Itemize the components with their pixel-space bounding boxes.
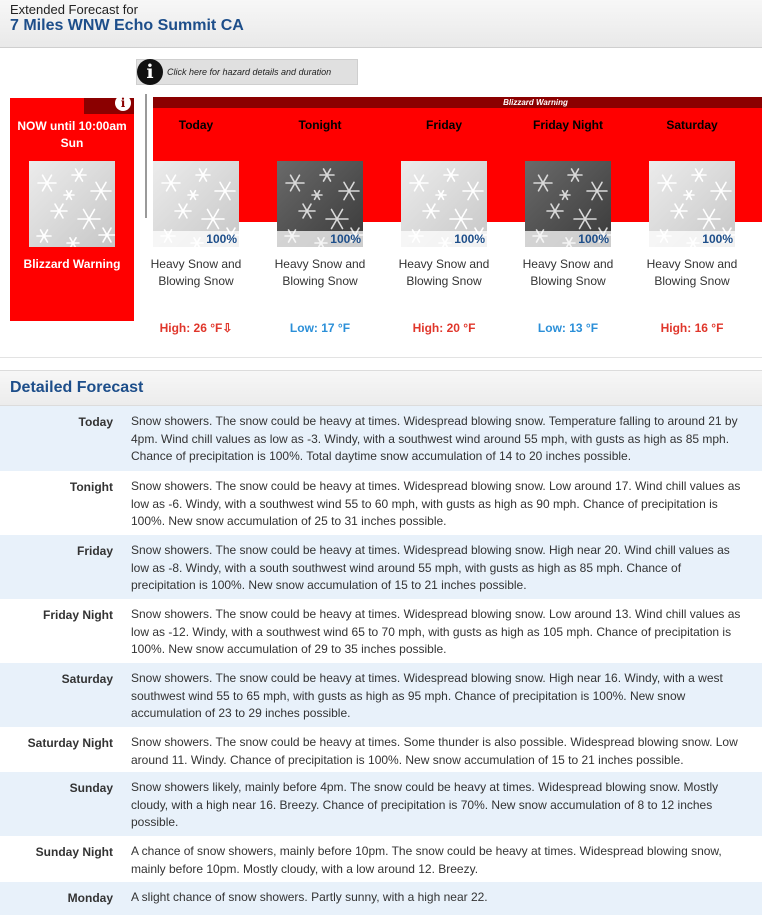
period-temperature: High: 20 °F <box>412 321 476 335</box>
detailed-forecast-row <box>0 535 762 599</box>
snow-icon <box>29 161 115 247</box>
row-period-label: Friday <box>76 544 113 558</box>
period-short-forecast: Heavy Snow and Blowing Snow <box>522 257 614 288</box>
row-period-label: Friday Night <box>42 608 113 622</box>
row-period-label: Tonight <box>69 480 113 494</box>
precip-chance: 100% <box>277 231 363 247</box>
row-forecast-text: Snow showers. The snow could be heavy at times. Some thunder is also possible. Widespread blowing snow. Low around 11. Windy. Chance of precipitation is 100%. New snow accumulation of 15 to 21 inches possible. <box>131 735 738 767</box>
precip-chance: 100% <box>649 231 735 247</box>
period-temperature: Low: 13 °F <box>537 321 599 335</box>
detailed-forecast-row <box>0 599 762 663</box>
period-temperature: High: 16 °F <box>660 321 724 335</box>
row-forecast-text: Snow showers likely, mainly before 4pm. The snow could be heavy at times. Widespread blowing snow. Mostly cloudy, with a high near 16. Breezy. Chance of precipitation is 70%. New snow accumulation of 8 to 12 inches possible. <box>131 780 719 829</box>
precip-chance: 100% <box>401 231 487 247</box>
forecast-period[interactable] <box>150 97 277 347</box>
row-forecast-text: Snow showers. The snow could be heavy at times. Widespread blowing snow. Temperature falling to around 21 by 4pm. Wind chill values as low as -3. Windy, with a southwest wind around 55 mph, with gusts as high as 85 mph. Chance of precipitation is 100%. Total daytime snow accumulation of 14 to 20 inches possible. <box>131 414 738 463</box>
precip-chance: 100% <box>153 231 239 247</box>
forecast-period[interactable] <box>646 97 762 347</box>
detailed-forecast-row <box>0 882 762 915</box>
detailed-forecast-row <box>0 471 762 535</box>
row-period-label: Saturday <box>61 672 113 686</box>
row-period-label: Saturday Night <box>27 736 113 750</box>
detailed-forecast-title: Detailed Forecast <box>10 379 144 396</box>
precip-chance: 100% <box>525 231 611 247</box>
now-info-icon[interactable]: i <box>115 95 131 111</box>
hazard-link-text: Click here for hazard details and duration <box>167 67 332 77</box>
info-icon: i <box>137 59 163 85</box>
detailed-forecast-row <box>0 663 762 727</box>
now-title: NOW until 10:00am Sun <box>17 119 127 150</box>
row-period-label: Today <box>78 415 113 429</box>
period-short-forecast: Heavy Snow and Blowing Snow <box>646 257 738 288</box>
period-temperature: Low: 17 °F <box>289 321 351 335</box>
forecast-header <box>0 0 762 48</box>
header-subtitle: Extended Forecast for <box>10 2 138 17</box>
row-period-label: Sunday Night <box>35 845 113 859</box>
location-title: 7 Miles WNW Echo Summit CA <box>10 17 244 34</box>
period-short-forecast: Heavy Snow and Blowing Snow <box>150 257 242 288</box>
period-short-forecast: Heavy Snow and Blowing Snow <box>274 257 366 288</box>
warning-banner-text: Blizzard Warning <box>503 98 568 107</box>
row-forecast-text: A chance of snow showers, mainly before 10pm. The snow could be heavy at times. Widespread blowing snow, mainly before 10pm. Mostly cloudy, with a low around 12. Breezy. <box>131 844 722 876</box>
row-period-label: Monday <box>67 891 113 905</box>
period-name: Friday <box>425 118 462 132</box>
row-forecast-text: Snow showers. The snow could be heavy at times. Widespread blowing snow. Low around 17. Wind chill values as low as -6. Windy, with a southwest wind 55 to 60 mph, with gusts as high as 90 mph. Chance of precipitation is 100%. New snow accumulation of 25 to 31 inches possible. <box>131 479 741 528</box>
period-name: Friday Night <box>532 118 603 132</box>
detailed-forecast-header <box>0 370 762 406</box>
now-warning-label: Blizzard Warning <box>23 257 121 271</box>
hazard-details-link[interactable] <box>136 59 358 85</box>
row-period-label: Sunday <box>69 781 113 795</box>
row-forecast-text: Snow showers. The snow could be heavy at times. Widespread blowing snow. High near 16. Windy, with a west southwest wind 55 to 65 mph, with gusts as high as 95 mph. Chance of precipitation is 100%. New snow accumulation of 23 to 29 inches possible. <box>131 671 723 720</box>
forecast-period[interactable] <box>522 97 649 347</box>
forecast-period[interactable] <box>274 97 401 347</box>
row-forecast-text: Snow showers. The snow could be heavy at times. Widespread blowing snow. High near 20. Wind chill values as low as -8. Windy, with a south southwest wind around 55 mph, with gusts as high as 85 mph. Chance of precipitation is 100%. New snow accumulation of 15 to 21 inches possible. <box>131 543 730 592</box>
period-name: Tonight <box>298 118 342 132</box>
row-forecast-text: A slight chance of snow showers. Partly sunny, with a high near 22. <box>131 890 488 904</box>
detailed-forecast-row <box>0 727 762 772</box>
forecast-period[interactable] <box>398 97 525 347</box>
period-temperature: High: 26 °F⇩ <box>159 321 233 335</box>
detailed-forecast-row <box>0 406 762 471</box>
period-name: Today <box>178 118 214 132</box>
detailed-forecast-row <box>0 772 762 836</box>
section-divider <box>0 357 762 358</box>
detailed-forecast-row <box>0 836 762 882</box>
period-short-forecast: Heavy Snow and Blowing Snow <box>398 257 490 288</box>
row-forecast-text: Snow showers. The snow could be heavy at times. Widespread blowing snow. Low around 13. Wind chill values as low as -12. Windy, with a southwest wind 65 to 70 mph, with gusts as high as 105 mph. Chance of precipitation is 100%. New snow accumulation of 29 to 35 inches possible. <box>131 607 741 656</box>
panel-divider <box>145 94 147 218</box>
period-name: Saturday <box>666 118 718 132</box>
